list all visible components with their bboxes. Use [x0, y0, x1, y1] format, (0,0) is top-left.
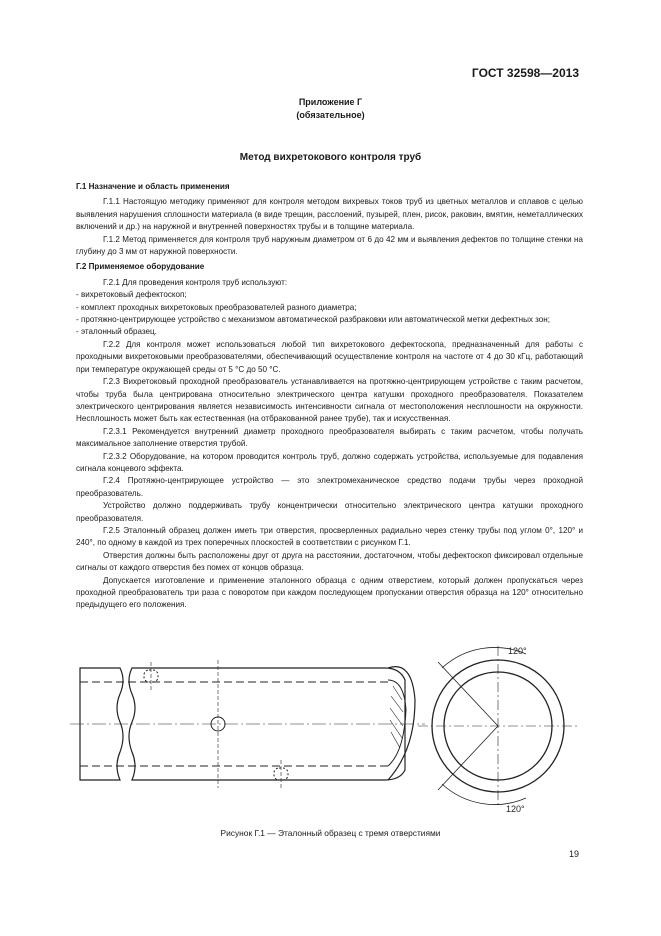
paragraph-g2-4-b: Устройство должно поддерживать трубу концентрически относительно электрического центра катушки проходного преобразователя. [76, 501, 583, 523]
page-title: Метод вихретокового контроля труб [239, 152, 422, 163]
paragraph-g2-3: Г.2.3 Вихретоковый проходной преобразователь устанавливается на протяжно-центрирующем устройстве с таким расчетом, чтобы труба была центрирована относительно электрического центра катушки проходного преобразователя. Показателем электрического центрирования является независимость интенсивности сигнала от местоположения несплошности на окружности. Несплошность может быть как естественная (на отбракованной ранее трубе), так и искусственная. [76, 377, 583, 424]
annex-title: Приложение Г [298, 97, 363, 107]
paragraph-g2-5-c: Допускается изготовление и применение эталонного образца с одним отверстием, который должен пропускаться через проходной преобразователь три раза с поворотом при каждом последующем пропускании отверстия образца на 120° относительно предыдущего его положения. [76, 575, 583, 610]
paragraph-g1-2: Г.1.2 Метод применяется для контроля труб наружным диаметром от 6 до 42 мм и выявления дефектов по толщине стенки на глубину до 3 мм от наружной поверхности. [76, 234, 583, 257]
document-body [76, 181, 583, 612]
page-number: 19 [568, 849, 579, 859]
annex-label [0, 96, 661, 122]
angle-label-bottom: 120° [506, 804, 525, 814]
list-item: - вихретоковый дефектоскоп; [76, 290, 187, 300]
paragraph-g2-4: Г.2.4 Протяжно-центрирующее устройство — это электромеханическое средство подачи трубы через проходной преобразователь. [76, 476, 583, 498]
paragraph-g2-5-b: Отверстия должны быть расположены друг от друга на расстоянии, достаточном, чтобы дефектоскоп фиксировал отдельные сигналы от каждого отверстия без помех от концов образца. [76, 550, 583, 573]
radial-line-240 [438, 726, 498, 790]
list-item: - протяжно-центрирующее устройство с механизмом автоматической разбраковки или автоматической метки дефектных зон; [76, 315, 551, 325]
paragraph-g2-2: Г.2.2 Для контроля может использоваться любой тип вихретокового дефектоскопа, предназначенный для работы с проходными вихретоковыми преобразователями, обеспечивающий осуществление контроля на частоте от 4 до 30 кГц, работающий при температуре окружающей среды от 5 °С до 50 °С. [76, 339, 583, 374]
figure-caption: Рисунок Г.1 — Эталонный образец с тремя отверстиями [220, 828, 441, 838]
reference-sample-figure [70, 640, 590, 830]
paragraph-g2-1: Г.2.1 Для проведения контроля труб используют: [103, 277, 288, 287]
list-item: - комплект проходных вихретоковых преобразователей разного диаметра; [76, 302, 357, 312]
paragraph-g2-5: Г.2.5 Эталонный образец должен иметь три отверстия, просверленных радиально через стенку трубы под углом 0°, 120° и 240°, по одному в каждой из трех поперечных плоскостей в соответствии с рисунком Г.1. [76, 525, 583, 548]
list-item: - эталонный образец. [76, 327, 157, 337]
pipe-side-view [70, 667, 425, 780]
pipe-cross-section [418, 646, 578, 806]
paragraph-g2-3-2: Г.2.3.2 Оборудование, на котором проводится контроль труб, должно содержать устройства, используемые для подавления сигнала концевого эффекта. [76, 451, 583, 473]
paragraph-g1-1: Г.1.1 Настоящую методику применяют для контроля методом вихревых токов труб из цветных металлов и сплавов с целью выявления нарушения сплошности материала (в виде трещин, расслоений, пузырей, плен, рисок, раковин, вмятин, неметаллических включений и др.) на наружной и внутренней поверхностях трубы и в толщине материала. [76, 197, 583, 232]
annex-status: (обязательное) [296, 110, 365, 120]
standard-header: ГОСТ 32598—2013 [471, 66, 579, 80]
section-heading-g1: Г.1 Назначение и область применения [76, 182, 230, 191]
angle-label-top: 120° [508, 646, 527, 656]
radial-line-120 [438, 662, 498, 726]
angle-arc-bottom [442, 784, 526, 805]
section-heading-g2: Г.2 Применяемое оборудование [76, 262, 205, 272]
paragraph-g2-3-1: Г.2.3.1 Рекомендуется внутренний диаметр проходного преобразователя выбирать с таким расчетом, чтобы получать максимальное заполнение отверстия трубой. [76, 426, 583, 449]
